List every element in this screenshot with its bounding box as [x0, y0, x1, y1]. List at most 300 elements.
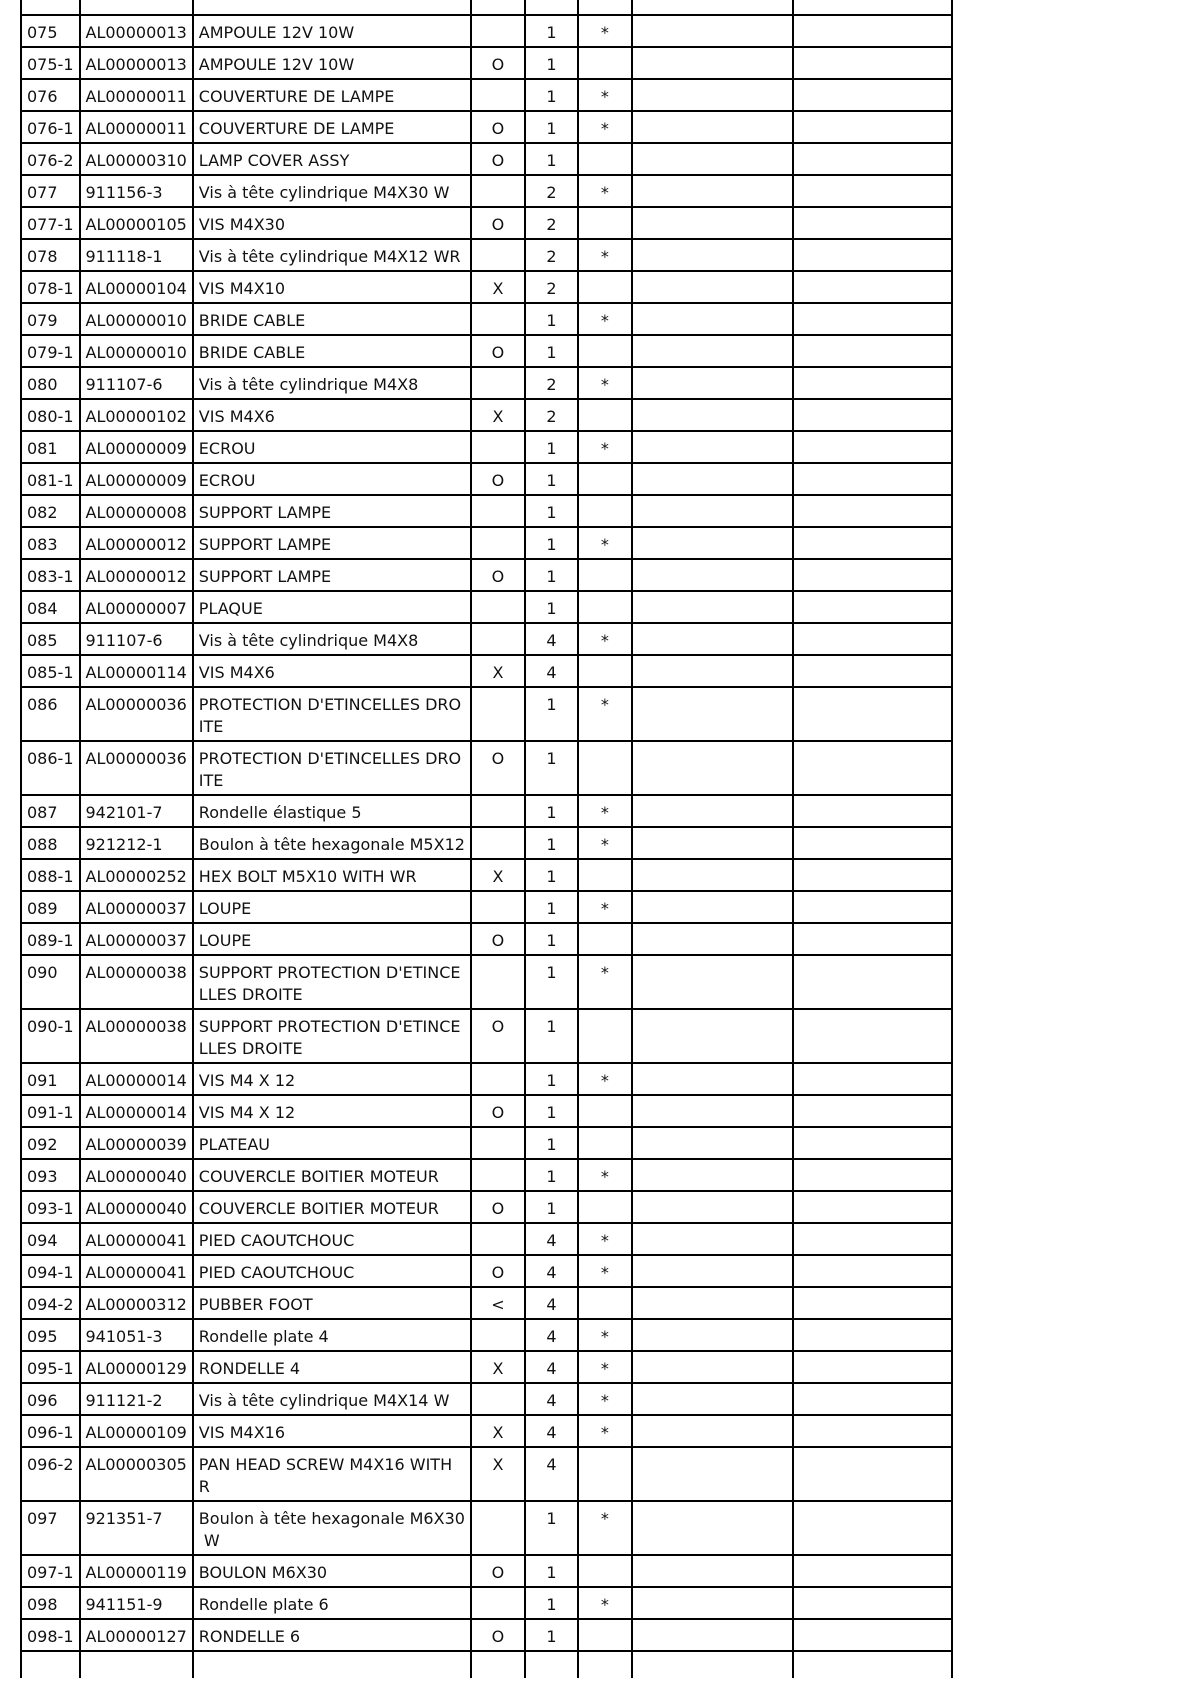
description-text: BRIDE CABLE	[198, 343, 306, 362]
status-flag-text: O	[491, 567, 505, 586]
reference-code-text: 911107-6	[85, 631, 163, 650]
status-flag-cell	[471, 591, 525, 623]
blank-cell	[632, 175, 793, 207]
description-cell	[193, 655, 471, 687]
reference-code-text: AL00000127	[85, 1627, 187, 1646]
blank-cell	[632, 655, 793, 687]
description-cell	[193, 527, 471, 559]
quantity-text: 2	[546, 279, 557, 298]
quantity-text: 1	[546, 931, 557, 950]
blank-cell	[632, 1255, 793, 1287]
part-number-text: 089	[27, 899, 58, 918]
part-number-cell	[21, 1159, 80, 1191]
description-line: SUPPORT PROTECTION D'ETINCE	[198, 1017, 461, 1036]
part-number-cell	[21, 1415, 80, 1447]
quantity-text: 1	[546, 963, 557, 982]
table-row	[21, 1351, 952, 1383]
table-row	[21, 1191, 952, 1223]
description-text: VIS M4X30	[198, 215, 286, 234]
blank-cell	[793, 559, 952, 591]
blank-cell	[632, 1501, 793, 1555]
mark-text: *	[600, 1231, 609, 1250]
reference-code-cell	[80, 1415, 193, 1447]
blank-cell	[793, 655, 952, 687]
quantity-cell	[525, 15, 578, 47]
description-cell	[193, 111, 471, 143]
quantity-cell	[525, 1447, 578, 1501]
reference-code-cell	[80, 1383, 193, 1415]
blank-cell	[632, 1223, 793, 1255]
mark-cell	[578, 1287, 632, 1319]
reference-code-cell	[80, 495, 193, 527]
quantity-cell	[525, 1255, 578, 1287]
blank-cell	[793, 399, 952, 431]
mark-cell	[578, 1255, 632, 1287]
mark-text: *	[600, 1391, 609, 1410]
mark-cell	[578, 1555, 632, 1587]
mark-text: *	[600, 695, 609, 714]
mark-cell	[578, 891, 632, 923]
quantity-cell	[525, 1319, 578, 1351]
status-flag-cell	[471, 559, 525, 591]
part-number-text: 096-1	[27, 1423, 74, 1442]
reference-code-cell	[80, 15, 193, 47]
part-number-cell	[21, 559, 80, 591]
blank-cell	[793, 827, 952, 859]
table-row	[21, 79, 952, 111]
mark-cell	[578, 623, 632, 655]
quantity-text: 1	[546, 899, 557, 918]
reference-code-text: AL00000119	[85, 1563, 187, 1582]
quantity-cell	[525, 271, 578, 303]
description-cell	[193, 271, 471, 303]
blank-cell	[793, 1651, 952, 1678]
mark-text: *	[600, 1263, 609, 1282]
blank-cell	[793, 239, 952, 271]
table-row	[21, 1159, 952, 1191]
mark-text: *	[600, 899, 609, 918]
reference-code-text: 911118-1	[85, 247, 163, 266]
mark-cell	[578, 955, 632, 1009]
parts-list-table	[20, 0, 953, 1678]
quantity-text: 1	[546, 1199, 557, 1218]
description-cell	[193, 1095, 471, 1127]
status-flag-cell	[471, 741, 525, 795]
blank-cell	[793, 923, 952, 955]
mark-cell	[578, 1159, 632, 1191]
reference-code-text: AL00000036	[85, 749, 187, 768]
mark-cell	[578, 923, 632, 955]
part-number-text: 084	[27, 599, 58, 618]
part-number-text: 086-1	[27, 749, 74, 768]
quantity-text: 1	[546, 471, 557, 490]
part-number-cell	[21, 923, 80, 955]
description-cell	[193, 827, 471, 859]
table-row	[21, 623, 952, 655]
status-flag-text: O	[491, 1627, 505, 1646]
description-cell	[193, 399, 471, 431]
status-flag-cell	[471, 1063, 525, 1095]
part-number-text: 079	[27, 311, 58, 330]
description-text: VIS M4 X 12	[198, 1071, 296, 1090]
reference-code-text: AL00000013	[85, 55, 187, 74]
status-flag-text: X	[492, 1359, 504, 1378]
blank-cell	[793, 335, 952, 367]
blank-cell	[632, 1587, 793, 1619]
part-number-text: 095	[27, 1327, 58, 1346]
quantity-text: 1	[546, 567, 557, 586]
part-number-text: 097	[27, 1509, 58, 1528]
reference-code-cell	[80, 955, 193, 1009]
status-flag-cell	[471, 431, 525, 463]
part-number-cell	[21, 1191, 80, 1223]
blank-cell	[793, 891, 952, 923]
status-flag-cell	[471, 1383, 525, 1415]
table-row	[21, 891, 952, 923]
quantity-text: 4	[546, 1423, 557, 1442]
part-number-cell	[21, 1063, 80, 1095]
part-number-cell	[21, 527, 80, 559]
description-text: Vis à tête cylindrique M4X12 WR	[198, 247, 461, 266]
reference-code-text: AL00000102	[85, 407, 187, 426]
part-number-cell	[21, 1587, 80, 1619]
quantity-cell	[525, 1587, 578, 1619]
mark-cell	[578, 795, 632, 827]
description-text: ECROU	[198, 439, 256, 458]
mark-text: *	[600, 1595, 609, 1614]
status-flag-cell	[471, 859, 525, 891]
reference-code-text: AL00000040	[85, 1199, 187, 1218]
status-flag-cell	[471, 399, 525, 431]
status-flag-cell	[471, 1191, 525, 1223]
quantity-text: 4	[546, 631, 557, 650]
table-row	[21, 143, 952, 175]
blank-cell	[632, 795, 793, 827]
description-text: BOULON M6X30	[198, 1563, 328, 1582]
blank-cell	[793, 687, 952, 741]
part-number-text: 090-1	[27, 1017, 74, 1036]
quantity-text: 4	[546, 1359, 557, 1378]
part-number-text: 096-2	[27, 1455, 74, 1474]
reference-code-text: AL00000038	[85, 963, 187, 982]
mark-text: *	[600, 183, 609, 202]
blank-cell	[793, 1009, 952, 1063]
table-row	[21, 271, 952, 303]
part-number-cell	[21, 79, 80, 111]
mark-cell	[578, 271, 632, 303]
status-flag-cell	[471, 111, 525, 143]
status-flag-text: O	[491, 1563, 505, 1582]
table-row	[21, 923, 952, 955]
part-number-cell	[21, 431, 80, 463]
reference-code-text: AL00000105	[85, 215, 187, 234]
reference-code-cell	[80, 207, 193, 239]
quantity-cell	[525, 1191, 578, 1223]
part-number-cell	[21, 591, 80, 623]
status-flag-text: O	[491, 1199, 505, 1218]
table-row	[21, 1009, 952, 1063]
reference-code-cell	[80, 1191, 193, 1223]
mark-cell	[578, 1383, 632, 1415]
description-cell	[193, 955, 471, 1009]
part-number-text: 075	[27, 23, 58, 42]
blank-cell	[632, 1319, 793, 1351]
part-number-text: 076	[27, 87, 58, 106]
description-cell	[193, 923, 471, 955]
part-number-text: 076-2	[27, 151, 74, 170]
blank-cell	[632, 495, 793, 527]
description-text: VIS M4 X 12	[198, 1103, 296, 1122]
table-row	[21, 527, 952, 559]
reference-code-text: AL00000041	[85, 1231, 187, 1250]
quantity-cell	[525, 655, 578, 687]
reference-code-cell	[80, 1009, 193, 1063]
description-line: W	[198, 1531, 220, 1550]
quantity-cell	[525, 1223, 578, 1255]
table-row	[21, 239, 952, 271]
description-cell	[193, 591, 471, 623]
status-flag-cell	[471, 239, 525, 271]
part-number-text: 085-1	[27, 663, 74, 682]
quantity-cell	[525, 1095, 578, 1127]
table-row	[21, 1127, 952, 1159]
part-number-cell	[21, 1095, 80, 1127]
reference-code-text: AL00000012	[85, 567, 187, 586]
reference-code-text: AL00000252	[85, 867, 187, 886]
blank-cell	[632, 1415, 793, 1447]
part-number-cell	[21, 623, 80, 655]
table-row	[21, 1095, 952, 1127]
parts-list-body	[21, 0, 952, 1678]
table-row-partial	[21, 1651, 952, 1678]
blank-cell	[471, 1651, 525, 1678]
quantity-text: 1	[546, 503, 557, 522]
reference-code-text: AL00000312	[85, 1295, 187, 1314]
reference-code-cell	[80, 367, 193, 399]
part-number-cell	[21, 795, 80, 827]
description-text: Rondelle plate 4	[198, 1327, 329, 1346]
blank-cell	[632, 1127, 793, 1159]
table-row	[21, 1447, 952, 1501]
quantity-cell	[525, 79, 578, 111]
status-flag-cell	[471, 367, 525, 399]
blank-cell	[632, 1191, 793, 1223]
part-number-text: 076-1	[27, 119, 74, 138]
blank-cell	[632, 859, 793, 891]
quantity-cell	[525, 367, 578, 399]
blank-cell	[632, 271, 793, 303]
blank-cell	[578, 1651, 632, 1678]
blank-cell	[632, 15, 793, 47]
quantity-text: 1	[546, 1167, 557, 1186]
reference-code-cell	[80, 1587, 193, 1619]
quantity-cell	[525, 47, 578, 79]
part-number-text: 078-1	[27, 279, 74, 298]
table-row	[21, 955, 952, 1009]
quantity-cell	[525, 923, 578, 955]
blank-cell	[793, 463, 952, 495]
reference-code-cell	[80, 527, 193, 559]
blank-cell	[632, 687, 793, 741]
quantity-text: 1	[546, 695, 557, 714]
reference-code-cell	[80, 1127, 193, 1159]
blank-cell	[632, 79, 793, 111]
reference-code-text: AL00000041	[85, 1263, 187, 1282]
quantity-text: 2	[546, 407, 557, 426]
reference-code-cell	[80, 591, 193, 623]
blank-cell	[632, 1651, 793, 1678]
part-number-cell	[21, 495, 80, 527]
quantity-text: 1	[546, 599, 557, 618]
mark-cell	[578, 463, 632, 495]
quantity-text: 4	[546, 1231, 557, 1250]
quantity-text: 4	[546, 1327, 557, 1346]
part-number-text: 083	[27, 535, 58, 554]
blank-cell	[793, 495, 952, 527]
reference-code-text: 942101-7	[85, 803, 163, 822]
description-text: HEX BOLT M5X10 WITH WR	[198, 867, 417, 886]
part-number-text: 094	[27, 1231, 58, 1250]
quantity-text: 1	[546, 867, 557, 886]
description-text: Rondelle élastique 5	[198, 803, 362, 822]
table-row	[21, 827, 952, 859]
description-cell	[193, 335, 471, 367]
blank-cell	[632, 239, 793, 271]
status-flag-cell	[471, 1351, 525, 1383]
status-flag-cell	[471, 15, 525, 47]
table-row	[21, 559, 952, 591]
description-cell	[193, 623, 471, 655]
description-cell	[193, 1009, 471, 1063]
description-text: Rondelle plate 6	[198, 1595, 329, 1614]
quantity-text: 4	[546, 1263, 557, 1282]
status-flag-text: O	[491, 119, 505, 138]
part-number-cell	[21, 1319, 80, 1351]
part-number-cell	[21, 175, 80, 207]
blank-cell	[632, 303, 793, 335]
description-text: AMPOULE 12V 10W	[198, 55, 355, 74]
table-row	[21, 463, 952, 495]
description-text: VIS M4X10	[198, 279, 286, 298]
table-row	[21, 741, 952, 795]
table-row	[21, 1587, 952, 1619]
mark-text: *	[600, 375, 609, 394]
status-flag-cell	[471, 795, 525, 827]
status-flag-cell	[471, 463, 525, 495]
table-row	[21, 1319, 952, 1351]
quantity-text: 1	[546, 835, 557, 854]
description-text: Vis à tête cylindrique M4X30 W	[198, 183, 450, 202]
part-number-text: 080	[27, 375, 58, 394]
quantity-cell	[525, 1383, 578, 1415]
reference-code-text: AL00000037	[85, 899, 187, 918]
status-flag-cell	[471, 891, 525, 923]
reference-code-cell	[80, 623, 193, 655]
description-cell	[193, 367, 471, 399]
mark-cell	[578, 1619, 632, 1651]
blank-cell	[793, 741, 952, 795]
part-number-cell	[21, 1351, 80, 1383]
status-flag-cell	[471, 175, 525, 207]
part-number-cell	[21, 399, 80, 431]
part-number-text: 078	[27, 247, 58, 266]
blank-cell	[632, 207, 793, 239]
blank-cell	[632, 741, 793, 795]
quantity-text: 1	[546, 1595, 557, 1614]
mark-cell	[578, 239, 632, 271]
description-cell	[193, 859, 471, 891]
status-flag-text: O	[491, 343, 505, 362]
reference-code-text: AL00000008	[85, 503, 187, 522]
reference-code-cell	[80, 47, 193, 79]
quantity-text: 1	[546, 1071, 557, 1090]
description-text: PLAQUE	[198, 599, 263, 618]
description-text: PLATEAU	[198, 1135, 270, 1154]
table-row	[21, 1415, 952, 1447]
reference-code-text: AL00000011	[85, 87, 187, 106]
description-cell	[193, 1319, 471, 1351]
reference-code-text: AL00000009	[85, 471, 187, 490]
quantity-cell	[525, 559, 578, 591]
status-flag-cell	[471, 1587, 525, 1619]
table-row	[21, 591, 952, 623]
blank-cell	[632, 527, 793, 559]
blank-cell	[632, 431, 793, 463]
blank-cell	[632, 463, 793, 495]
reference-code-text: AL00000305	[85, 1455, 187, 1474]
quantity-cell	[525, 1127, 578, 1159]
description-text: VIS M4X6	[198, 663, 275, 682]
mark-cell	[578, 1063, 632, 1095]
quantity-cell	[525, 431, 578, 463]
quantity-cell	[525, 335, 578, 367]
status-flag-cell	[471, 623, 525, 655]
quantity-text: 2	[546, 375, 557, 394]
description-cell	[193, 1127, 471, 1159]
table-row	[21, 367, 952, 399]
mark-cell	[578, 495, 632, 527]
reference-code-text: AL00000310	[85, 151, 187, 170]
part-number-cell	[21, 827, 80, 859]
status-flag-text: X	[492, 1423, 504, 1442]
mark-text: *	[600, 247, 609, 266]
description-text: LOUPE	[198, 931, 252, 950]
part-number-text: 082	[27, 503, 58, 522]
part-number-text: 077	[27, 183, 58, 202]
mark-cell	[578, 207, 632, 239]
table-row	[21, 1501, 952, 1555]
blank-cell	[793, 859, 952, 891]
mark-text: *	[600, 23, 609, 42]
status-flag-cell	[471, 79, 525, 111]
reference-code-cell	[80, 463, 193, 495]
quantity-text: 1	[546, 1627, 557, 1646]
description-cell	[193, 1619, 471, 1651]
quantity-cell	[525, 1063, 578, 1095]
blank-cell	[793, 207, 952, 239]
blank-cell	[793, 1159, 952, 1191]
quantity-text: 1	[546, 1017, 557, 1036]
part-number-cell	[21, 1619, 80, 1651]
status-flag-text: O	[491, 931, 505, 950]
part-number-text: 088	[27, 835, 58, 854]
mark-cell	[578, 1447, 632, 1501]
status-flag-cell	[471, 1255, 525, 1287]
description-text: AMPOULE 12V 10W	[198, 23, 355, 42]
part-number-text: 085	[27, 631, 58, 650]
part-number-text: 081	[27, 439, 58, 458]
status-flag-cell	[471, 1415, 525, 1447]
